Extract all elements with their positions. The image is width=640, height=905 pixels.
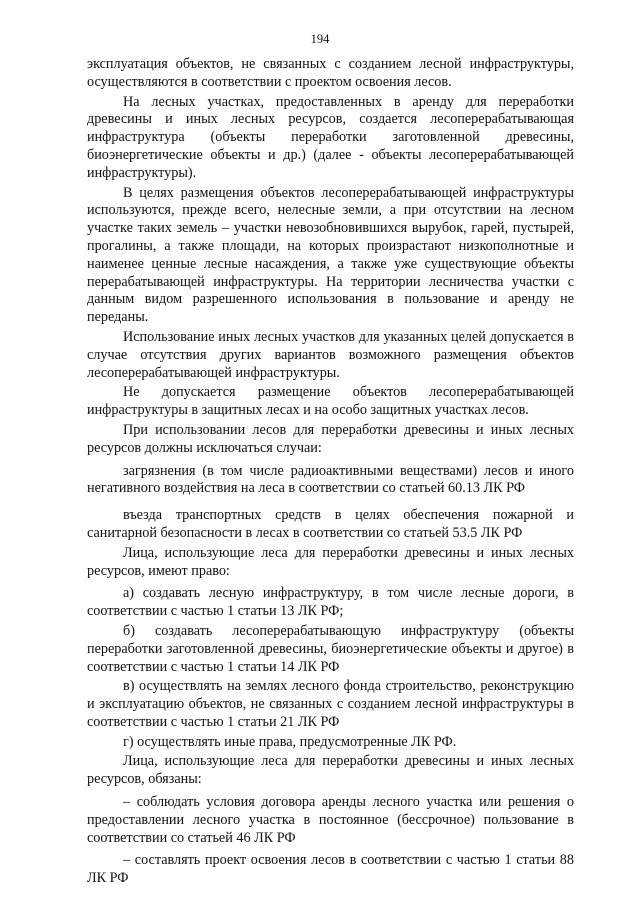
paragraph: На лесных участках, предоставленных в аренду для переработки древесины и иных лесных ресурсов, создается лесоперерабатывающая инфраструктура (объекты переработки заготовленной древесины, биоэнергетические объекты и др.) (далее - объекты лесоперерабатывающей инфраструктуры). <box>87 93 574 181</box>
list-item: – составлять проект освоения лесов в соответствии с частью 1 статьи 88 ЛК РФ <box>87 852 574 887</box>
page-number: 194 <box>310 32 330 46</box>
paragraph: Использование иных лесных участков для указанных целей допускается в случае отсутствия других вариантов возможного размещения объектов лесоперерабатывающей инфраструктуры. <box>87 328 574 381</box>
list-item: въезда транспортных средств в целях обеспечения пожарной и санитарной безопасности в лесах в соответствии со статьей 53.5 ЛК РФ <box>87 507 574 541</box>
paragraph: Лица, использующие леса для переработки древесины и иных лесных ресурсов, обязаны: <box>87 753 574 788</box>
paragraph: Не допускается размещение объектов лесоперерабатывающей инфраструктуры в защитных лесах и на особо защитных участках лесов. <box>87 384 574 419</box>
document-body <box>87 56 574 888</box>
list-item: б) создавать лесоперерабатывающую инфраструктуру (объекты переработки заготовленной древесины, биоэнергетические объекты и другое) в соответствии с частью 1 статьи 14 ЛК РФ <box>87 622 574 675</box>
list-item: г) осуществлять иные права, предусмотренные ЛК РФ. <box>123 733 457 750</box>
list-item: загрязнения (в том числе радиоактивными веществами) лесов и иного негативного воздействия на леса в соответствии со статьей 60.13 ЛК РФ <box>87 462 574 497</box>
list-item: – соблюдать условия договора аренды лесного участка или решения о предоставлении лесного участка в постоянное (бессрочное) пользование в соответствии со статьей 46 ЛК РФ <box>87 794 574 846</box>
paragraph: Лица, использующие леса для переработки древесины и иных лесных ресурсов, имеют право: <box>87 544 574 579</box>
paragraph: эксплуатация объектов, не связанных с созданием лесной инфраструктуры, осуществляются в соответствии с проектом освоения лесов. <box>87 56 574 90</box>
list-item: в) осуществлять на землях лесного фонда строительство, реконструкцию и эксплуатацию объектов, не связанных с созданием лесной инфраструктуры в соответствии с частью 1 статьи 21 ЛК РФ <box>87 678 574 730</box>
paragraph: При использовании лесов для переработки древесины и иных лесных ресурсов должны исключаться случаи: <box>87 421 574 456</box>
paragraph: В целях размещения объектов лесоперерабатывающей инфраструктуры используются, прежде всего, нелесные земли, а при отсутствии на лесном участке таких земель – участки невозобновившихся вырубок, гарей, пустырей, прогалины, а также площади, на которых произрастают низкополнотные и наименее ценные лесные насаждения, а также уже существующие объекты перерабатывающей инфраструктуры. На территории лесничества участки с данным видом разрешенного использования в пользование и аренду не переданы. <box>87 184 574 326</box>
list-item: а) создавать лесную инфраструктуру, в том числе лесные дороги, в соответствии с частью 1 статьи 13 ЛК РФ; <box>87 585 574 620</box>
